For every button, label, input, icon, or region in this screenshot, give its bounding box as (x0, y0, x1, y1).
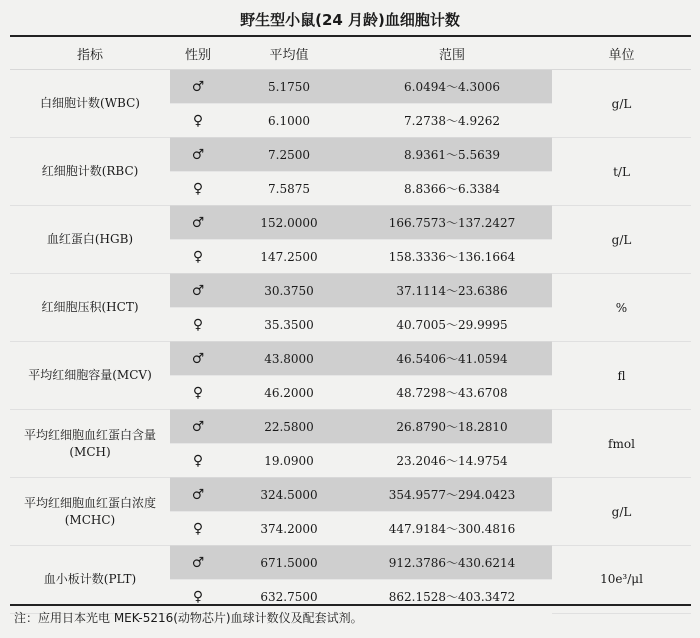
female-symbol: ♀ (170, 104, 226, 138)
table-row-male (10, 274, 691, 308)
table-row-male (10, 478, 691, 512)
female-range: 23.2046～14.9754 (352, 444, 552, 478)
male-mean: 22.5800 (226, 410, 352, 444)
male-range: 37.1114～23.6386 (352, 274, 552, 308)
header-row (10, 37, 691, 70)
male-mean: 324.5000 (226, 478, 352, 512)
male-mean: 671.5000 (226, 546, 352, 580)
male-symbol: ♂ (170, 274, 226, 308)
male-mean: 43.8000 (226, 342, 352, 376)
male-range: 46.5406～41.0594 (352, 342, 552, 376)
female-range: 158.3336～136.1664 (352, 240, 552, 274)
male-mean: 7.2500 (226, 138, 352, 172)
female-range: 8.8366～6.3384 (352, 172, 552, 206)
female-symbol: ♀ (170, 308, 226, 342)
indicator-name: 平均红细胞血红蛋白含量(MCH) (10, 410, 170, 478)
female-range: 40.7005～29.9995 (352, 308, 552, 342)
table-row-male (10, 546, 691, 580)
female-symbol: ♀ (170, 580, 226, 614)
footnote: 注：应用日本光电 MEK-5216(动物芯片)血球计数仪及配套试剂。 (14, 611, 363, 625)
female-mean: 632.7500 (226, 580, 352, 614)
header-mean: 平均值 (269, 47, 309, 63)
indicator-name: 红细胞计数(RBC) (10, 138, 170, 206)
table-row-male (10, 342, 691, 376)
male-range: 354.9577～294.0423 (352, 478, 552, 512)
unit: t/L (552, 138, 691, 206)
male-symbol: ♂ (170, 410, 226, 444)
header-sex: 性别 (184, 47, 211, 63)
table-row-male (10, 138, 691, 172)
male-mean: 152.0000 (226, 206, 352, 240)
female-mean: 374.2000 (226, 512, 352, 546)
female-mean: 6.1000 (226, 104, 352, 138)
unit: fmol (552, 410, 691, 478)
female-range: 862.1528～403.3472 (352, 580, 552, 614)
female-range: 447.9184～300.4816 (352, 512, 552, 546)
table-body (10, 70, 691, 614)
male-symbol: ♂ (170, 206, 226, 240)
table-row-male (10, 70, 691, 104)
male-range: 8.9361～5.5639 (352, 138, 552, 172)
male-symbol: ♂ (170, 342, 226, 376)
female-mean: 7.5875 (226, 172, 352, 206)
female-mean: 46.2000 (226, 376, 352, 410)
male-symbol: ♂ (170, 546, 226, 580)
unit: % (552, 274, 691, 342)
male-mean: 30.3750 (226, 274, 352, 308)
unit: g/L (552, 478, 691, 546)
male-range: 6.0494～4.3006 (352, 70, 552, 104)
unit: 10e³/μl (552, 546, 691, 614)
male-range: 912.3786～430.6214 (352, 546, 552, 580)
male-symbol: ♂ (170, 70, 226, 104)
male-range: 26.8790～18.2810 (352, 410, 552, 444)
male-mean: 5.1750 (226, 70, 352, 104)
header-range: 范围 (438, 47, 465, 63)
header-unit: 单位 (608, 47, 635, 63)
unit: g/L (552, 70, 691, 138)
female-symbol: ♀ (170, 512, 226, 546)
female-symbol: ♀ (170, 172, 226, 206)
indicator-name: 血小板计数(PLT) (10, 546, 170, 614)
female-symbol: ♀ (170, 240, 226, 274)
female-symbol: ♀ (170, 376, 226, 410)
female-range: 7.2738～4.9262 (352, 104, 552, 138)
header-indicator: 指标 (76, 47, 103, 63)
indicator-name: 白细胞计数(WBC) (10, 70, 170, 138)
unit: fl (552, 342, 691, 410)
unit: g/L (552, 206, 691, 274)
indicator-name: 红细胞压积(HCT) (10, 274, 170, 342)
female-mean: 35.3500 (226, 308, 352, 342)
indicator-name: 平均红细胞血红蛋白浓度(MCHC) (10, 478, 170, 546)
indicator-name: 平均红细胞容量(MCV) (10, 342, 170, 410)
female-symbol: ♀ (170, 444, 226, 478)
female-mean: 147.2500 (226, 240, 352, 274)
blood-count-table (10, 37, 691, 614)
male-range: 166.7573～137.2427 (352, 206, 552, 240)
male-symbol: ♂ (170, 478, 226, 512)
female-range: 48.7298～43.6708 (352, 376, 552, 410)
table-row-male (10, 206, 691, 240)
female-mean: 19.0900 (226, 444, 352, 478)
table-row-male (10, 410, 691, 444)
table-title: 野生型小鼠(24 月龄)血细胞计数 (240, 11, 460, 29)
indicator-name: 血红蛋白(HGB) (10, 206, 170, 274)
male-symbol: ♂ (170, 138, 226, 172)
